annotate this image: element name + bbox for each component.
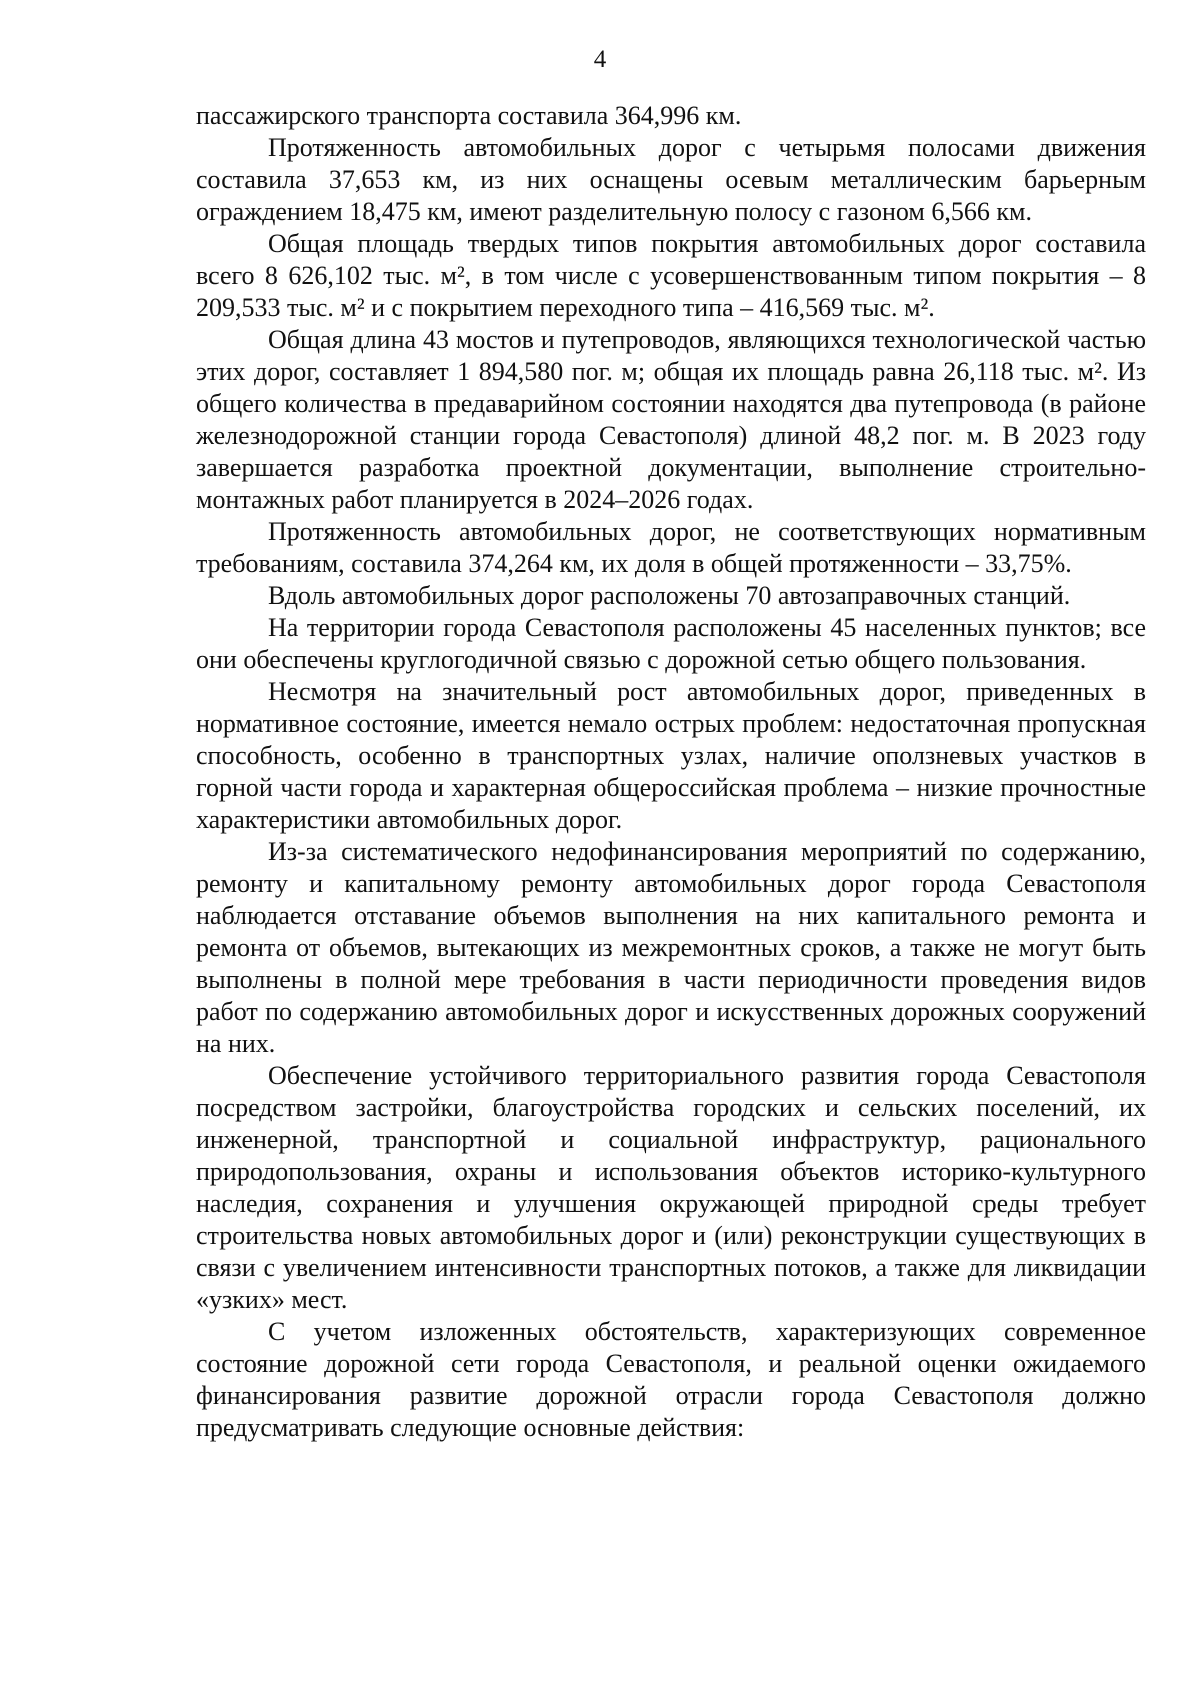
paragraph-fuel-stations: Вдоль автомобильных дорог расположены 70 автозаправочных станций.	[268, 581, 1071, 610]
paragraph-pavement-area: Общая площадь твердых типов покрытия автомобильных дорог составила всего 8 626,102 тыс. м², в том числе с усовершенствованным типом покрытия – 8 209,533 тыс. м² и с покрытием переходного типа – 416,569 тыс. м².	[196, 229, 1146, 322]
paragraph-underfunding: Из-за систематического недофинансирования мероприятий по содержанию, ремонту и капитальному ремонту автомобильных дорог города Севастополя наблюдается отставание объемов выполнения на них капитального ремонта и ремонта от объемов, вытекающих из межремонтных сроков, а также не могут быть выполнены в полной мере требования в части периодичности проведения видов работ по содержанию автомобильных дорог и искусственных дорожных сооружений на них.	[196, 837, 1146, 1058]
paragraph-settlements: На территории города Севастополя расположены 45 населенных пунктов; все они обеспечены круглогодичной связью с дорожной сетью общего пользования.	[196, 613, 1146, 674]
paragraph-four-lane-roads: Протяженность автомобильных дорог с четырьмя полосами движения составила 37,653 км, из них оснащены осевым металлическим барьерным ограждением 18,475 км, имеют разделительную полосу с газоном 6,566 км.	[196, 133, 1146, 226]
document-body	[196, 100, 1146, 1444]
paragraph-problems: Несмотря на значительный рост автомобильных дорог, приведенных в нормативное состояние, имеется немало острых проблем: недостаточная пропускная способность, особенно в транспортных узлах, наличие оползневых участков в горной части города и характерная общероссийская проблема – низкие прочностные характеристики автомобильных дорог.	[196, 677, 1146, 834]
paragraph-territorial-development: Обеспечение устойчивого территориального развития города Севастополя посредством застройки, благоустройства городских и сельских поселений, их инженерной, транспортной и социальной инфраструктур, рационального природопользования, охраны и использования объектов историко-культурного наследия, сохранения и улучшения окружающей природной среды требует строительства новых автомобильных дорог и (или) реконструкции существующих в связи с увеличением интенсивности транспортных потоков, а также для ликвидации «узких» мест.	[196, 1061, 1146, 1314]
paragraph-conclusion: С учетом изложенных обстоятельств, характеризующих современное состояние дорожной сети города Севастополя, и реальной оценки ожидаемого финансирования развитие дорожной отрасли города Севастополя должно предусматривать следующие основные действия:	[196, 1317, 1146, 1442]
paragraph-continuation: пассажирского транспорта составила 364,996 км.	[196, 101, 742, 130]
page-number: 4	[593, 46, 607, 73]
paragraph-noncompliant-roads: Протяженность автомобильных дорог, не соответствующих нормативным требованиям, составила 374,264 км, их доля в общей протяженности – 33,75%.	[196, 517, 1146, 578]
paragraph-bridges: Общая длина 43 мостов и путепроводов, являющихся технологической частью этих дорог, составляет 1 894,580 пог. м; общая их площадь равна 26,118 тыс. м². Из общего количества в предаварийном состоянии находятся два путепровода (в районе железнодорожной станции города Севастополя) длиной 48,2 пог. м. В 2023 году завершается разработка проектной документации, выполнение строительно-монтажных работ планируется в 2024–2026 годах.	[196, 325, 1146, 514]
